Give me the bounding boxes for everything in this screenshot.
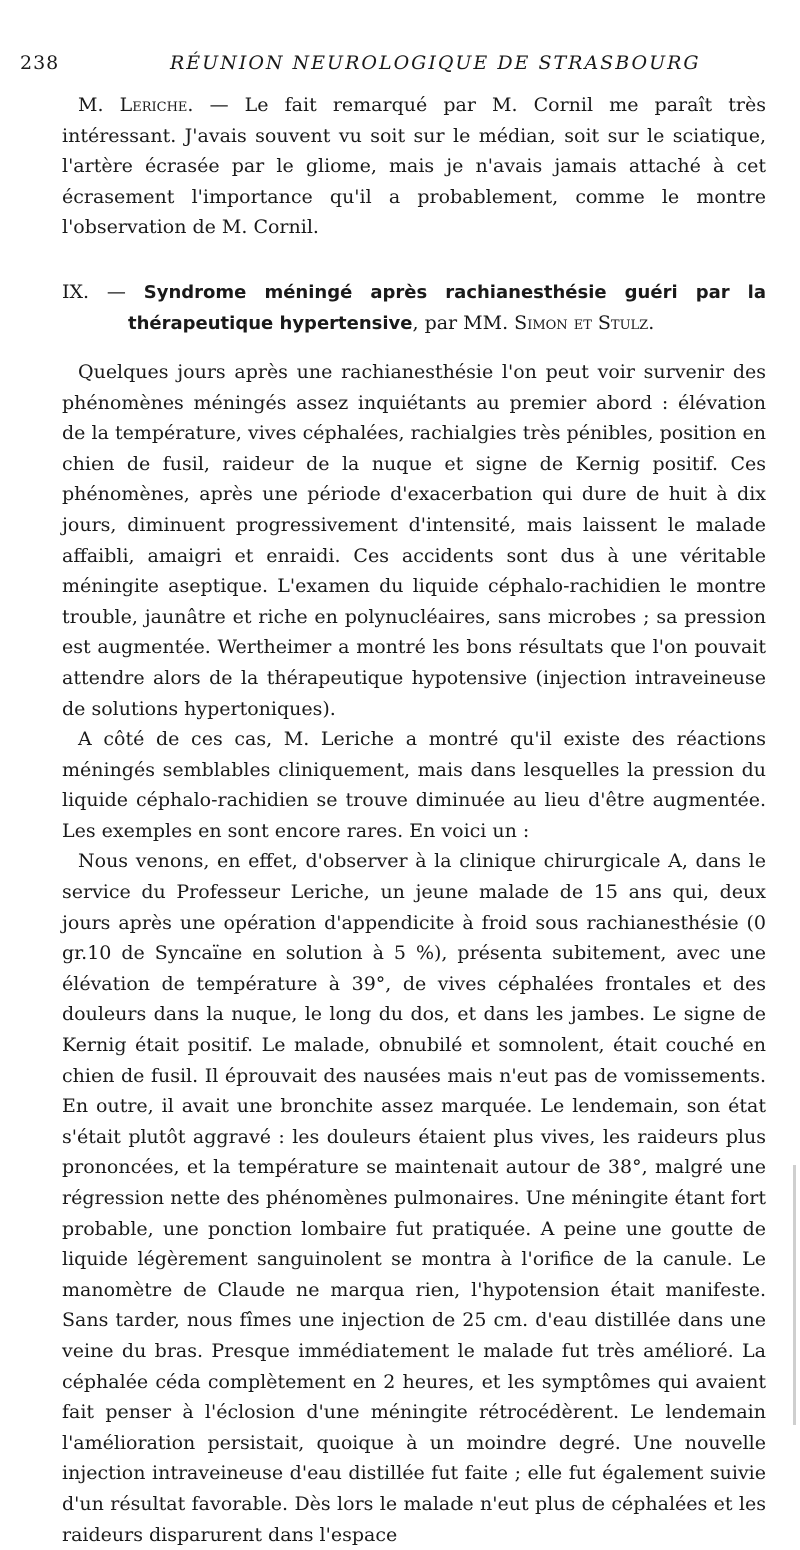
page-body: [62, 90, 766, 1550]
section-number: IX. —: [62, 280, 144, 303]
section-title: Syndrome méningé après rachianesthésie guéri par la thérapeutique hypertensive: [128, 281, 766, 334]
paragraph-leriche-remark: [62, 90, 766, 243]
scan-edge: [793, 1165, 796, 1425]
paragraph-case-report: Nous venons, en effet, d'observer à la clinique chirurgicale A, dans le service du Professeur Leriche, un jeune malade de 15 ans qui, deux jours après une opération d'appendicite à froid sous rachianesthésie (0 gr.10 de Syncaïne en solution à 5 %), présenta subitement, avec une élévation de température à 39°, de vives céphalées frontales et des douleurs dans la nuque, le long du dos, et dans les jambes. Le signe de Kernig était positif. Le malade, obnubilé et somnolent, était couché en chien de fusil. Il éprouvait des nausées mais n'eut pas de vomissements. En outre, il avait une bronchite assez marquée. Le lendemain, son état s'était plutôt aggravé : les douleurs étaient plus vives, les raideurs plus prononcées, et la température se maintenait autour de 38°, malgré une régression nette des phénomènes pulmonaires. Une méningite étant fort probable, une ponction lombaire fut pratiquée. A peine une goutte de liquide légèrement sanguinolent se montra à l'orifice de la canule. Le manomètre de Claude ne marqua rien, l'hypotension était manifeste. Sans tarder, nous fîmes une injection de 25 cm. d'eau distillée dans une veine du bras. Presque immédiatement le malade fut très amélioré. La céphalée céda complètement en 2 heures, et les symptômes qui avaient fait penser à l'éclosion d'une méningite rétrocédèrent. Le lendemain l'amélioration persistait, quoique à un moindre degré. Une nouvelle injection intraveineuse d'eau distillée fut faite ; elle fut également suivie d'un résultat favorable. Dès lors le malade n'eut plus de céphalées et les raideurs disparurent dans l'espace: [62, 850, 766, 1546]
running-title: RÉUNION NEUROLOGIQUE DE STRASBOURG: [170, 52, 701, 74]
remark-text: — Le fait remarqué par M. Cornil me paraît très intéressant. J'avais souvent vu soit sur le médian, soit sur le sciatique, l'artère écrasée par le gliome, mais je n'avais jamais attaché à cet écrasement l'importance qu'il a probablement, comme le montre l'observation de M. Cornil.: [62, 94, 766, 239]
page-header: [20, 52, 760, 82]
speaker-name: M. Leriche.: [78, 94, 194, 116]
paragraph-intro: Quelques jours après une rachianesthésie l'on peut voir survenir des phénomènes méningés assez inquiétants au premier abord : élévation de la température, vives céphalées, rachialgies très pénibles, position en chien de fusil, raideur de la nuque et signe de Kernig positif. Ces phénomènes, après une période d'exacerbation qui dure de huit à dix jours, diminuent progressivement d'intensité, mais laissent le malade affaibli, amaigri et enraidi. Ces accidents sont dus à une véritable méningite aseptique. L'examen du liquide céphalo-rachidien le montre trouble, jaunâtre et riche en polynucléaires, sans microbes ; sa pression est augmentée. Wertheimer a montré les bons résultats que l'on pouvait attendre alors de la thérapeutique hypotensive (injection intraveineuse de solutions hypertoniques).: [62, 360, 766, 720]
section-by: , par MM.: [412, 311, 515, 334]
paragraph-leriche-cases: A côté de ces cas, M. Leriche a montré qu'il existe des réactions méningés semblables cliniquement, mais dans lesquelles la pression du liquide céphalo-rachidien se trouve diminuée au lieu d'être augmentée. Les exemples en sont encore rares. En voici un :: [62, 728, 766, 842]
section-authors: Simon et Stulz.: [514, 311, 655, 334]
page-number: 238: [20, 52, 60, 74]
section-heading: [62, 277, 766, 339]
